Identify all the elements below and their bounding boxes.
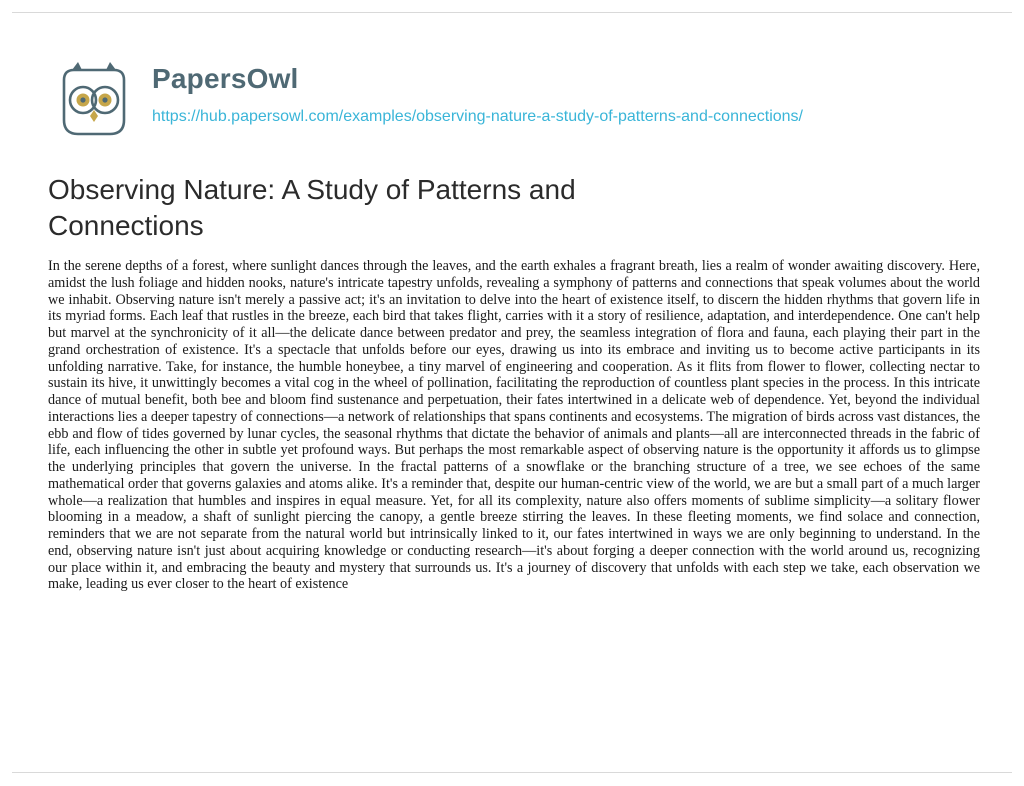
essay-body-text: In the serene depths of a forest, where sunlight dances through the leaves, and the earth exhales a fragrant breath, lies a realm of wonder awaiting discovery. Here, amidst the lush foliage and hidden nooks, nature's intricate tapestry unfolds, revealing a symphony of patterns and connections that speak volumes about the world we inhabit. Observing nature isn't merely a passive act; it's an invitation to delve into the heart of existence itself, to discern the hidden rhythms that govern life in its myriad forms. Each leaf that rustles in the breeze, each bird that takes flight, carries with it a story of resilience, adaptation, and interdependence. One can't help but marvel at the synchronicity of it all—the delicate dance between predator and prey, the seamless integration of flora and fauna, each playing their part in the grand orchestration of existence. It's a spectacle that unfolds before our eyes, drawing us into its embrace and inviting us to become active participants in its unfolding narrative. Take, for instance, the humble honeybee, a tiny marvel of engineering and cooperation. As it flits from flower to flower, collecting nectar to sustain its hive, it unwittingly becomes a vital cog in the wheel of pollination, facilitating the reproduction of countless plant species in the process. In this intricate dance of mutual benefit, both bee and bloom find sustenance and perpetuation, their fates intertwined in a delicate web of dependence. Yet, beyond the individual interactions lies a deeper tapestry of connections—a network of relationships that spans continents and ecosystems. The migration of birds across vast distances, the ebb and flow of tides governed by lunar cycles, the seasonal rhythms that dictate the behavior of animals and plants—all are interconnected threads in the fabric of life, each influencing the other in subtle yet profound ways. But perhaps the most remarkable aspect of observing nature is the opportunity it affords us to glimpse the underlying principles that govern the universe. In the fractal patterns of a snowflake or the branching structure of a tree, we see echoes of the same mathematical order that governs galaxies and atoms alike. It's a reminder that, despite our human-centric view of the world, we are but a small part of a much larger whole—a realization that humbles and inspires in equal measure. Yet, for all its complexity, nature also offers moments of sublime simplicity—a solitary flower blooming in a meadow, a shaft of sunlight piercing the canopy, a gentle breeze stirring the leaves. In these fleeting moments, we find solace and connection, reminders that we are not separate from the natural world but intrinsically linked to it, our fates intertwined in ways we are only beginning to understand. In the end, observing nature isn't just about acquiring knowledge or conducting research—it's about forging a deeper connection with the world around us, recognizing our place within it, and embracing the beauty and mystery that surrounds us. It's a journey of discovery that unfolds with each step we take, each observation we make, leading us ever closer to the heart of existence	[48, 258, 980, 593]
document-title: Observing Nature: A Study of Patterns and Connections	[48, 174, 576, 241]
owl-face-icon	[50, 58, 138, 146]
top-divider	[12, 12, 1012, 13]
bottom-divider	[12, 772, 1012, 773]
source-url-link[interactable]: https://hub.papersowl.com/examples/observing-nature-a-study-of-patterns-and-connections/	[152, 108, 803, 125]
brand-name: PapersOwl	[152, 63, 299, 94]
